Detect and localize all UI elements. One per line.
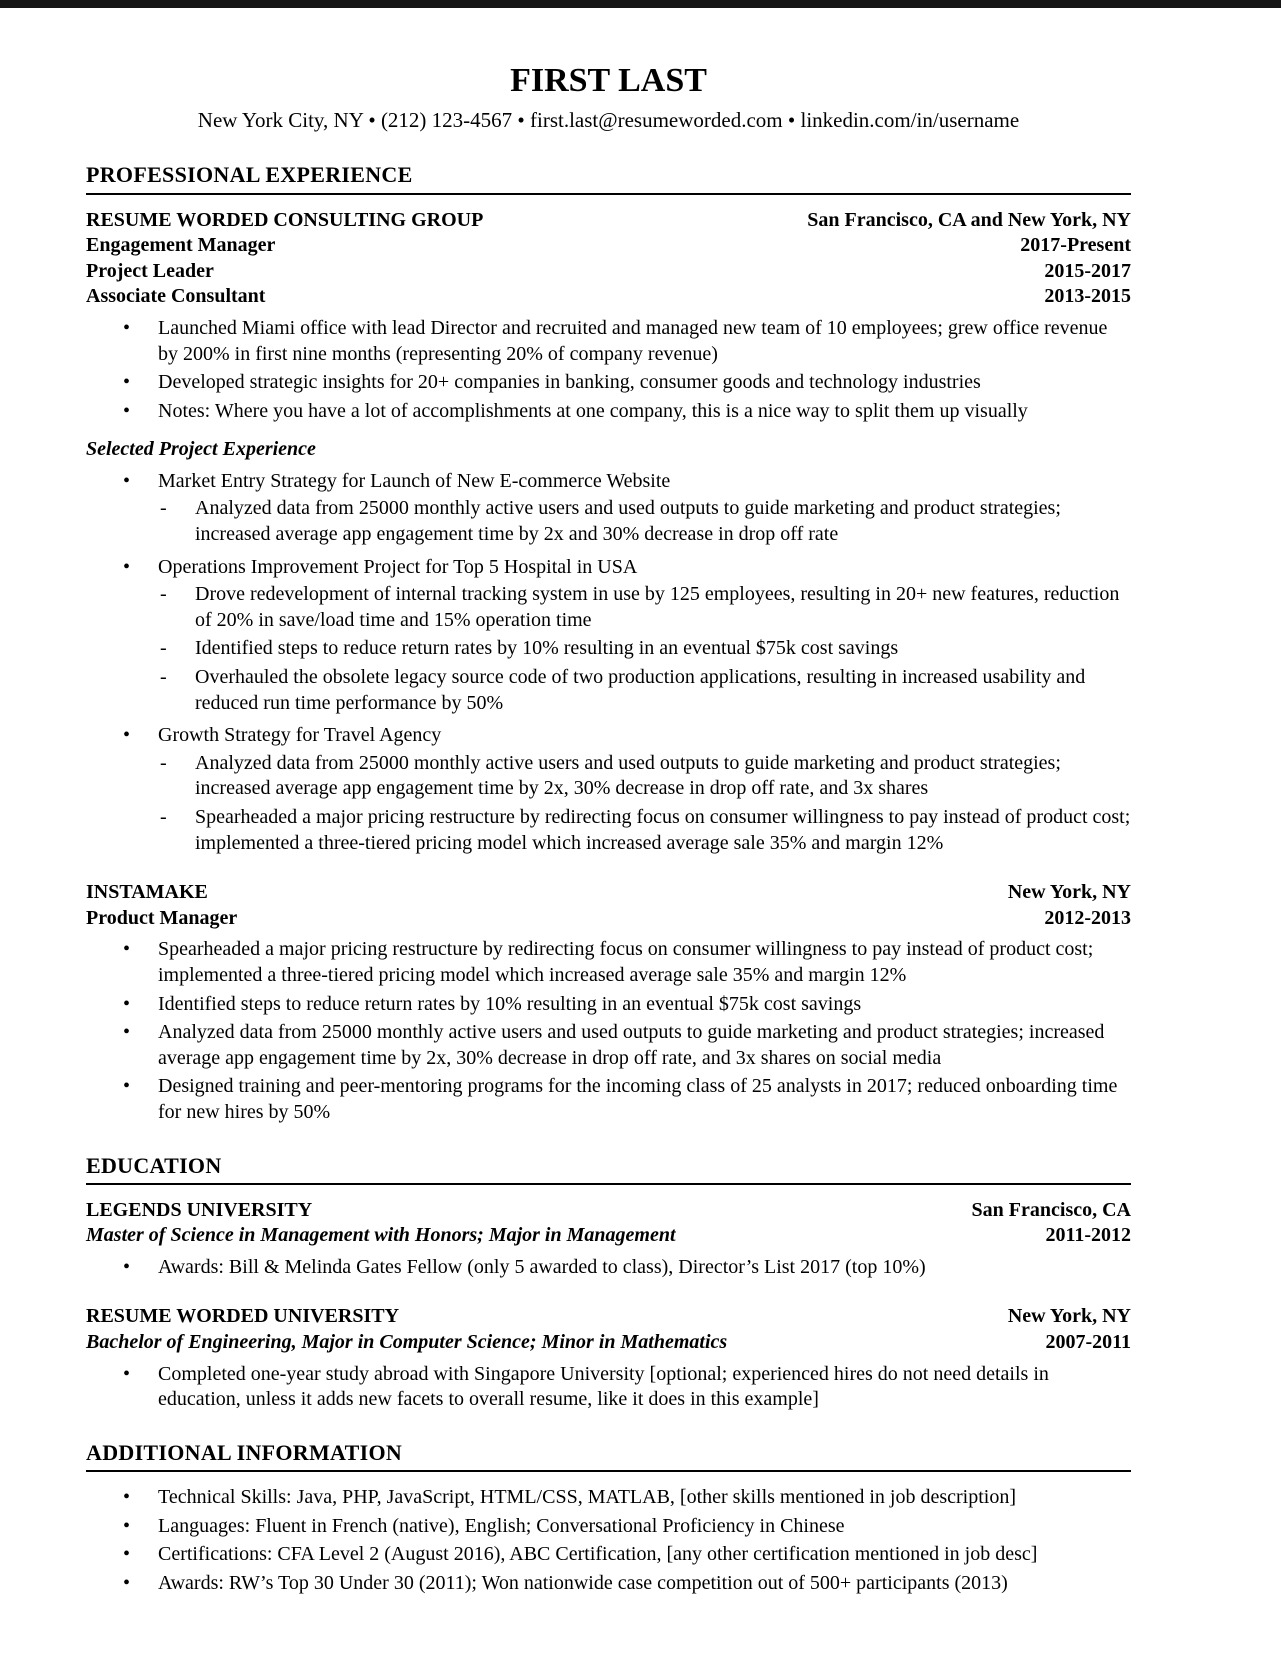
school-bullet-list: [86, 1255, 1131, 1281]
role-title: Associate Consultant: [86, 285, 266, 308]
project-title: Growth Strategy for Travel Agency: [158, 724, 442, 747]
role-title: Engagement Manager: [86, 234, 276, 257]
bullet-item: • Designed training and peer-mentoring programs for the incoming class of 25 analysts in 2017; reduced onboarding time for new hires by 50%: [123, 1074, 1131, 1125]
section-heading-experience: PROFESSIONAL EXPERIENCE: [86, 161, 1131, 194]
job-entry-consulting-group: [86, 208, 1131, 857]
project-sub-list: [158, 751, 1131, 856]
section-education: [86, 1152, 1131, 1413]
project-list: [86, 469, 1131, 856]
school-name: LEGENDS UNIVERSITY: [86, 1198, 313, 1221]
company-row: [86, 880, 1131, 906]
bullet-item: • Analyzed data from 25000 monthly active users and used outputs to guide marketing and product strategies; increased average app engagement time by 2x, 30% decrease in drop off rate, and 3x shares on social media: [123, 1020, 1131, 1071]
bullet-item: • Spearheaded a major pricing restructure by redirecting focus on consumer willingness to pay instead of product cost; implemented a three-tiered pricing model which increased average sale 35% and margin 12%: [123, 937, 1131, 988]
role-row: [86, 906, 1131, 932]
school-row: [86, 1304, 1131, 1330]
role-row: [86, 259, 1131, 285]
sub-bullet-item: - Spearheaded a major pricing restructure by redirecting focus on consumer willingness to pay instead of product cost; implemented a three-tiered pricing model which increased average sale 35% and margin 12%: [158, 805, 1131, 856]
role-title: Product Manager: [86, 906, 238, 929]
school-bullet-list: [86, 1362, 1131, 1413]
school-location: New York, NY: [1007, 1305, 1131, 1328]
role-dates: 2015-2017: [1044, 259, 1131, 282]
sub-bullet-item: - Drove redevelopment of internal tracking system in use by 125 employees, resulting in 20+ new features, reduction of 20% in save/load time and 15% operation time: [158, 582, 1131, 633]
bullet-item: • Certifications: CFA Level 2 (August 2016), ABC Certification, [any other certification mentioned in job desc]: [123, 1542, 1131, 1568]
bullet-item: • Notes: Where you have a lot of accomplishments at one company, this is a nice way to split them up visually: [123, 399, 1131, 425]
school-entry-resume-worded: [86, 1304, 1131, 1412]
role-dates: 2017-Present: [1020, 234, 1131, 257]
bullet-item: • Identified steps to reduce return rates by 10% resulting in an eventual $75k cost savings: [123, 992, 1131, 1018]
role-row: [86, 233, 1131, 259]
top-border: [0, 0, 1281, 8]
degree-row: [86, 1330, 1131, 1356]
company-location: New York, NY: [1007, 881, 1131, 904]
bullet-item: • Technical Skills: Java, PHP, JavaScript, HTML/CSS, MATLAB, [other skills mentioned in job description]: [123, 1485, 1131, 1511]
project-sub-list: [158, 496, 1131, 547]
role-dates: 2013-2015: [1044, 285, 1131, 308]
subsection-heading-projects: Selected Project Experience: [86, 438, 316, 461]
section-heading-additional: ADDITIONAL INFORMATION: [86, 1439, 1131, 1472]
section-experience: [86, 161, 1131, 1125]
sub-bullet-item: - Identified steps to reduce return rates by 10% resulting in an eventual $75k cost savings: [158, 636, 1131, 662]
degree-dates: 2007-2011: [1045, 1331, 1131, 1354]
company-name: RESUME WORDED CONSULTING GROUP: [86, 208, 484, 231]
school-name: RESUME WORDED UNIVERSITY: [86, 1305, 400, 1328]
resume-header: [86, 60, 1131, 133]
job-entry-instamake: [86, 880, 1131, 1125]
bullet-item: • Languages: Fluent in French (native), English; Conversational Proficiency in Chinese: [123, 1514, 1131, 1540]
role-row: [86, 284, 1131, 310]
project-item: [123, 555, 1131, 717]
school-location: San Francisco, CA: [971, 1198, 1131, 1221]
bullet-item: • Awards: RW’s Top 30 Under 30 (2011); Won nationwide case competition out of 500+ participants (2013): [123, 1571, 1131, 1597]
degree-dates: 2011-2012: [1045, 1224, 1131, 1247]
project-title: Market Entry Strategy for Launch of New E-commerce Website: [158, 469, 671, 492]
school-row: [86, 1198, 1131, 1224]
project-title: Operations Improvement Project for Top 5 Hospital in USA: [158, 555, 638, 578]
degree-row: [86, 1223, 1131, 1249]
job-bullet-list: [86, 316, 1131, 424]
candidate-name: FIRST LAST: [510, 62, 707, 99]
company-row: [86, 208, 1131, 234]
bullet-item: • Completed one-year study abroad with Singapore University [optional; experienced hires do not need details in education, unless it adds new facets to overall resume, like it does in this example]: [123, 1362, 1131, 1413]
project-item: [123, 469, 1131, 548]
company-location: San Francisco, CA and New York, NY: [807, 208, 1131, 231]
bullet-item: • Awards: Bill & Melinda Gates Fellow (only 5 awarded to class), Director’s List 2017 (top 10%): [123, 1255, 1131, 1281]
role-title: Project Leader: [86, 259, 214, 282]
project-sub-list: [158, 582, 1131, 716]
section-heading-education: EDUCATION: [86, 1152, 1131, 1185]
company-name: INSTAMAKE: [86, 881, 208, 904]
project-item: [123, 723, 1131, 856]
bullet-item: • Launched Miami office with lead Director and recruited and managed new team of 10 employees; grew office revenue by 200% in first nine months (representing 20% of company revenue): [123, 316, 1131, 367]
additional-bullet-list: [86, 1485, 1131, 1596]
section-additional: [86, 1439, 1131, 1597]
job-bullet-list: [86, 937, 1131, 1125]
sub-bullet-item: - Overhauled the obsolete legacy source code of two production applications, resulting in increased usability and reduced run time performance by 50%: [158, 665, 1131, 716]
sub-bullet-item: - Analyzed data from 25000 monthly active users and used outputs to guide marketing and product strategies; increased average app engagement time by 2x and 30% decrease in drop off rate: [158, 496, 1131, 547]
bullet-item: • Developed strategic insights for 20+ companies in banking, consumer goods and technology industries: [123, 370, 1131, 396]
school-entry-legends: [86, 1198, 1131, 1281]
degree-title: Master of Science in Management with Honors; Major in Management: [86, 1224, 676, 1247]
degree-title: Bachelor of Engineering, Major in Computer Science; Minor in Mathematics: [86, 1331, 728, 1354]
role-dates: 2012-2013: [1044, 906, 1131, 929]
contact-line: New York City, NY • (212) 123-4567 • first.last@resumeworded.com • linkedin.com/in/username: [197, 107, 1020, 132]
sub-bullet-item: - Analyzed data from 25000 monthly active users and used outputs to guide marketing and product strategies; increased average app engagement time by 2x, 30% decrease in drop off rate, and 3x shares: [158, 751, 1131, 802]
